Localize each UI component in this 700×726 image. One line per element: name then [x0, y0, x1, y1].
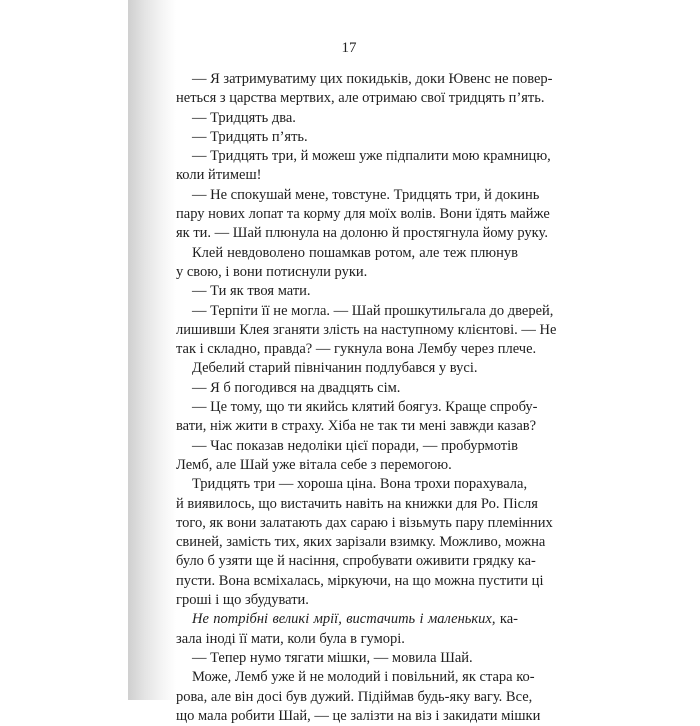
line-text: — Не спокушай мене, товстуне. Тридцять три, й докинь	[192, 186, 540, 203]
line-text: — Це тому, що ти якийсь клятий боягуз. Краще спробу-	[192, 399, 538, 416]
text-line	[176, 282, 518, 301]
line-text: пусти. Вона всміхалась, міркуючи, на що можна пустити ці	[176, 572, 544, 589]
line-text: й виявилось, що вистачить навіть на книжки для Ро. Після	[176, 495, 538, 512]
line-text: Дебелий старий північанин подлубався у вусі.	[192, 360, 478, 377]
text-line	[176, 533, 546, 552]
line-text: — Тридцять три, й можеш уже підпалити мою крамницю,	[192, 148, 551, 165]
line-text: пару нових лопат та корму для моїх волів. Вони їдять майже	[176, 206, 550, 223]
line-text: коли йтимеш!	[176, 167, 262, 184]
line-text: Може, Лемб уже й не молодий і повільний, як стара ко-	[192, 669, 535, 686]
line-text: того, як вони залатають дах сараю і візьмуть пару племінних	[176, 514, 553, 531]
text-line	[176, 340, 537, 359]
book-page	[128, 0, 570, 724]
line-text: — Тридцять п’ять.	[192, 128, 308, 145]
line-text: Лемб, але Шай уже вітала себе з перемогою.	[176, 456, 452, 473]
line-text: як ти. — Шай плюнула на долоню й простягнула йому руку.	[176, 225, 548, 242]
line-text: що мала робити Шай, — це залізти на віз і закидати мішки	[176, 707, 541, 724]
text-line	[176, 205, 550, 224]
text-line	[176, 166, 518, 185]
text-line	[176, 263, 518, 282]
line-text: — Терпіти її не могла. — Шай прошкутильгала до дверей,	[192, 302, 554, 319]
text-line	[176, 147, 551, 166]
line-text: свиней, замість тих, яких зарізали взимку. Можливо, можна	[176, 534, 546, 551]
line-text: гроші і що збудувати.	[176, 592, 309, 609]
text-line	[176, 591, 518, 610]
text-line	[176, 186, 540, 205]
line-text: вати, ніж жити в страху. Хіба не так ти мені завжди казав?	[176, 418, 537, 435]
gutter-shadow	[128, 0, 176, 700]
line-text: неться з царства мертвих, але отримаю свої тридцять п’ять.	[176, 90, 545, 107]
text-line	[176, 610, 518, 629]
text-line	[176, 572, 544, 591]
line-text: лишивши Клея зганяти злість на наступному клієнтові. — Не	[176, 321, 557, 338]
italic-phrase: Не потрібні великі мрії, вистачить і маленьких,	[192, 611, 496, 628]
line-text: зала іноді її мати, коли була в гуморі.	[176, 630, 405, 647]
line-text: — Тридцять два.	[192, 109, 296, 126]
line-text: ка-	[495, 611, 518, 628]
text-line	[176, 456, 518, 475]
line-text: — Я б погодився на двадцять сім.	[192, 379, 401, 396]
text-line	[176, 128, 518, 147]
text-line	[176, 552, 536, 571]
text-line	[176, 109, 518, 128]
text-line	[176, 398, 538, 417]
line-text: так і складно, правда? — гукнула вона Лембу через плече.	[176, 341, 537, 358]
text-line	[176, 475, 528, 494]
line-text: у свою, і вони потиснули руки.	[176, 263, 368, 280]
line-text: — Ти як твоя мати.	[192, 283, 311, 300]
line-text: — Час показав недоліки цієї поради, — пробурмотів	[192, 437, 518, 454]
line-text: було б узяти ще й насіння, спробувати оживити грядку ка-	[176, 553, 536, 570]
text-line	[176, 707, 541, 726]
text-line	[176, 630, 518, 649]
line-text: — Тепер нумо тягати мішки, — мовила Шай.	[192, 649, 473, 666]
text-line	[176, 437, 518, 456]
text-line	[176, 89, 545, 108]
line-text: Клей невдоволено пошамкав ротом, але теж плюнув	[192, 244, 518, 261]
text-line	[176, 668, 535, 687]
text-line	[176, 321, 557, 340]
text-line	[176, 649, 518, 668]
line-text: — Я затримуватиму цих покидьків, доки Ювенс не повер-	[192, 71, 553, 87]
text-line	[176, 359, 518, 378]
body-text	[176, 70, 557, 726]
text-line	[176, 417, 537, 436]
text-line	[176, 379, 518, 398]
text-line	[176, 224, 548, 243]
text-line	[176, 244, 518, 263]
text-line	[176, 302, 554, 321]
line-text: рова, але він досі був дужий. Підіймав будь-яку вагу. Все,	[176, 688, 533, 705]
text-line	[176, 514, 553, 533]
text-line	[176, 495, 538, 514]
line-text: Тридцять три — хороша ціна. Вона трохи порахувала,	[192, 476, 528, 493]
text-line	[176, 688, 533, 707]
page-number: 17	[341, 40, 357, 56]
text-line	[176, 70, 553, 89]
